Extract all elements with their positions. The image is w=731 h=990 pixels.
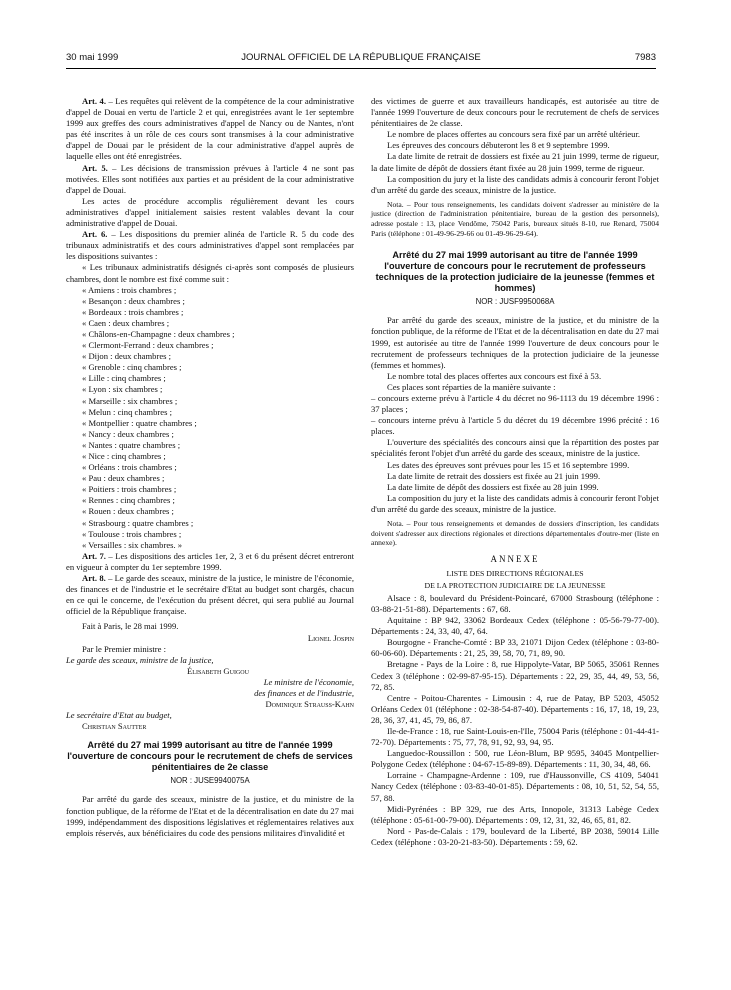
page-header — [66, 52, 656, 69]
article-5-text: – Les décisions de transmission prévues à l'article 4 ne sont pas motivées. Elles sont notifiées aux parties et au président de la cour administrative d'appel de Douai. — [66, 162, 354, 195]
region-list — [371, 593, 659, 848]
arrete-2-paragraph-4: L'ouverture des spécialités des concours ainsi que la répartition des postes par spécialités feront l'objet d'un arrêté du garde des sceaux, ministre de la justice. — [371, 437, 659, 459]
tribunal-item: « Toulouse : trois chambres ; — [82, 528, 182, 539]
tribunal-item: « Lyon : six chambres ; — [82, 384, 163, 395]
budget-title: Le secrétaire d'Etat au budget, — [66, 710, 172, 721]
arrete-1-paragraph-5: La composition du jury et la liste des candidats admis à concourir feront l'objet d'un arrêté du garde des sceaux, ministre de la justice. — [371, 173, 659, 195]
arrete-2-title: Arrêté du 27 mai 1999 autorisant au titre de l'année 1999 l'ouverture de concours pour le recrutement de professeurs techniques de la protection judiciaire de la jeunesse (femmes et hommes) — [375, 250, 655, 294]
list-title-line-1: LISTE DES DIRECTIONS RÉGIONALES — [446, 568, 584, 578]
tribunal-item: « Nancy : deux chambres ; — [82, 428, 174, 439]
garde-sceaux-name: Élisabeth Guigou — [187, 665, 249, 676]
region-item: Bretagne - Pays de la Loire : 8, rue Hippolyte-Vatar, BP 5065, 35061 Rennes Cedex 3 (téléphone : 02-99-87-95-15). Départements : 22, 29, 35, 44, 49, 53, 56, 72, 85. — [371, 659, 659, 692]
tribunal-item: « Rouen : deux chambres ; — [82, 506, 174, 517]
arrete-2-dash-2: – concours interne prévu à l'article 5 du décret du 19 décembre 1996 précité : 16 places. — [371, 415, 659, 437]
tribunal-list — [66, 285, 354, 551]
article-5-label: Art. 5. — [82, 162, 108, 173]
region-item: Ile-de-France : 18, rue Saint-Louis-en-l'Ile, 75004 Paris (téléphone : 01-44-41-72-70). Départements : 75, 77, 78, 91, 92, 93, 94, 95. — [371, 726, 659, 748]
article-8-label: Art. 8. — [82, 573, 106, 584]
garde-sceaux-title: Le garde des sceaux, ministre de la justice, — [66, 654, 214, 665]
tribunal-item: « Nantes : quatre chambres ; — [82, 439, 181, 450]
tribunal-item: « Clermont-Ferrand : deux chambres ; — [82, 340, 214, 351]
pm-signature: Lionel Jospin — [307, 632, 354, 643]
article-7-label: Art. 7. — [82, 550, 106, 561]
arrete-1-continuation: des victimes de guerre et aux travailleurs handicapés, est autorisée au titre de l'année 1999 l'ouverture de deux concours pour le recrutement de chefs de services pénitentiaires de 2e classe. — [371, 96, 659, 129]
arrete-1-paragraph-4: La date limite de retrait de dossiers est fixée au 21 juin 1999, terme de rigueur, la date limite de dépôt de dossiers étant fixée au 28 juin 1999, terme de rigueur. — [371, 151, 659, 173]
arrete-1-paragraph-3: Les épreuves des concours débuteront les 8 et 9 septembre 1999. — [387, 140, 610, 151]
arrete-2-paragraph-8: La composition du jury et la liste des candidats admis à concourir feront l'objet d'un arrêté du garde des sceaux, ministre de la justice. — [371, 492, 659, 514]
economie-title-2: des finances et de l'industrie, — [254, 687, 354, 698]
article-8 — [66, 573, 354, 617]
article-4 — [66, 96, 354, 163]
par-premier-ministre: Par le Premier ministre : — [82, 643, 167, 654]
arrete-2-paragraph-6: La date limite de retrait des dossiers est fixée au 21 juin 1999. — [387, 470, 601, 481]
arrete-2-note: Nota. – Pour tous renseignements et demandes de dossiers d'inscription, les candidats doivent s'adresser aux directions régionales et directions départementales d'outre-mer (liste en annexe). — [371, 519, 659, 548]
arrete-1-note: Nota. – Pour tous renseignements, les candidats doivent s'adresser au ministère de la justice (direction de l'administration pénitentiaire, bureau de la gestion des personnels), adresse postale : 13, place Vendôme, 75042 Paris, bureaux situés 8-10, rue Renard, 75004 Paris (téléphone : 01-49-96-29-66 ou 01-49-96-29-64). — [371, 199, 659, 238]
article-7-text: – Les dispositions des articles 1er, 2, 3 et 6 du présent décret entreront en vigueur à compter du 1er septembre 1999. — [66, 550, 354, 572]
region-item: Aquitaine : BP 942, 33062 Bordeaux Cedex (téléphone : 05-56-79-77-00). Départements : 24, 33, 40, 47, 64. — [371, 615, 659, 637]
signing-place-date: Fait à Paris, le 28 mai 1999. — [82, 621, 179, 632]
tribunal-item: « Dijon : deux chambres ; — [82, 351, 172, 362]
region-item: Bourgogne - Franche-Comté : BP 33, 21071 Dijon Cedex (téléphone : 03-80-60-06-60). Départements : 21, 25, 39, 58, 70, 71, 89, 90. — [371, 637, 659, 659]
region-item: Nord - Pas-de-Calais : 179, boulevard de la Liberté, BP 2038, 59014 Lille Cedex (téléphone : 03-20-21-83-50). Départements : 59, 62. — [371, 825, 659, 847]
arrete-1-nor: NOR : JUSE9940075A — [170, 776, 250, 786]
annexe-heading: ANNEXE — [490, 553, 540, 564]
arrete-2-paragraph-2: Le nombre total des places offertes aux concours est fixé à 53. — [387, 370, 602, 381]
tribunal-item: « Versailles : six chambres. » — [82, 539, 183, 550]
tribunal-item: « Rennes : cinq chambres ; — [82, 495, 175, 506]
region-item: Centre - Poitou-Charentes - Limousin : 4, rue de Patay, BP 5203, 45052 Orléans Cedex 01 (téléphone : 02-38-54-87-40). Départements : 16, 17, 18, 19, 23, 28, 36, 37, 41, 45, 79, 86, 87. — [371, 692, 659, 725]
tribunal-item: « Pau : deux chambres ; — [82, 473, 165, 484]
region-item: Midi-Pyrénées : BP 329, rue des Arts, Innopole, 31313 Labège Cedex (téléphone : 05-61-00-79-00). Départements : 09, 12, 31, 32, 46, 65, 81, 82. — [371, 803, 659, 825]
arrete-2-paragraph-5: Les dates des épreuves sont prévues pour les 15 et 16 septembre 1999. — [387, 459, 630, 470]
publication-date: 30 mai 1999 — [66, 52, 119, 63]
article-6-label: Art. 6. — [82, 229, 108, 240]
tribunal-item: « Lille : cinq chambres ; — [82, 373, 166, 384]
arrete-2-paragraph-1: Par arrêté du garde des sceaux, ministre de la justice, et du ministre de la fonction publique, de la réforme de l'Etat et de la décentralisation en date du 27 mai 1999, est autorisée au titre de l'année 1999 l'ouverture de deux concours pour le recrutement de professeurs techniques de la protection judiciaire de la jeunesse (femmes et hommes). — [371, 315, 659, 370]
region-item: Lorraine - Champagne-Ardenne : 109, rue d'Haussonville, CS 4109, 54041 Nancy Cedex (téléphone : 03-83-40-01-85). Départements : 08, 10, 51, 52, 54, 55, 57, 88. — [371, 770, 659, 803]
article-8-text: – Le garde des sceaux, ministre de la justice, le ministre de l'économie, des finances et de l'industrie et le secrétaire d'Etat au budget sont chargés, chacun en ce qui le concerne, de l'exécution du présent décret, qui sera publié au Journal officiel de la République française. — [66, 573, 355, 617]
article-4-text: – Les requêtes qui relèvent de la compétence de la cour administrative d'appel de Douai en vertu de l'article 2 et qui, enregistrées avant le 1er septembre 1999 aux greffes des cours administratives d'appel de Nancy ou de Nantes, n'ont pas été inscrites à un rôle de ces cours sont transmises à la cour administrative d'appel de Douai par le président de la cour administrative d'appel auprès de laquelle elles ont été enregistrées. — [66, 96, 355, 162]
arrete-1-title: Arrêté du 27 mai 1999 autorisant au titre de l'année 1999 l'ouverture de concours pour le recrutement de chefs de services pénitentiaires de 2e classe — [67, 740, 353, 773]
article-4-label: Art. 4. — [82, 96, 106, 106]
region-item: Alsace : 8, boulevard du Président-Poincaré, 67000 Strasbourg (téléphone : 03-88-21-51-88). Départements : 67, 68. — [371, 592, 659, 614]
list-title-line-2: DE LA PROTECTION JUDICIAIRE DE LA JEUNESSE — [424, 580, 606, 590]
tribunal-item: « Marseille : six chambres ; — [82, 395, 178, 406]
tribunal-item: « Nice : cinq chambres ; — [82, 451, 166, 461]
article-6-text: – Les dispositions du premier alinéa de l'article R. 5 du code des tribunaux administratifs et des cours administratives d'appel sont remplacées par les dispositions suivantes : — [66, 229, 355, 262]
arrete-1-paragraph-2: Le nombre de places offertes au concours sera fixé par un arrêté ultérieur. — [387, 129, 640, 140]
left-column — [66, 96, 354, 839]
tribunal-item: « Poitiers : trois chambres ; — [82, 484, 177, 495]
article-5 — [66, 163, 354, 196]
arrete-2-nor: NOR : JUSF9950068A — [475, 297, 555, 307]
right-column — [371, 96, 659, 848]
tribunal-item: « Besançon : deux chambres ; — [82, 295, 185, 306]
tribunal-item: « Caen : deux chambres ; — [82, 317, 170, 328]
arrete-2-dash-1: – concours externe prévu à l'article 4 du décret no 96-1113 du 19 décembre 1996 : 37 places ; — [371, 392, 659, 415]
tribunal-item: « Châlons-en-Champagne : deux chambres ; — [82, 328, 235, 339]
arrete-2-paragraph-7: La date limite de dépôt des dossiers est fixée au 28 juin 1999. — [387, 481, 599, 492]
region-item: Languedoc-Roussillon : 500, rue Léon-Blum, BP 9595, 34045 Montpellier-Polygone Cedex (téléphone : 04-67-15-89-89). Départements : 11, 30, 34, 48, 66. — [371, 748, 659, 770]
arrete-2-paragraph-3: Ces places sont réparties de la manière suivante : — [387, 381, 556, 392]
arrete-1-paragraph-1: Par arrêté du garde des sceaux, ministre de la justice, et du ministre de la fonction publique, de la réforme de l'Etat et de la décentralisation en date du 27 mai 1999, indépendamment des dispositions législatives et réglementaires relatives aux emplois réservés, aux bénéficiaires du code des pensions militaires d'invalidité et — [66, 794, 354, 838]
tribunal-item: « Strasbourg : quatre chambres ; — [82, 517, 194, 528]
tribunal-item: « Amiens : trois chambres ; — [82, 284, 177, 295]
page-number: 7983 — [634, 52, 656, 63]
economie-name: Dominique Strauss-Kahn — [265, 699, 354, 710]
budget-name: Christian Sautter — [82, 721, 147, 732]
tribunal-item: « Melun : cinq chambres ; — [82, 406, 172, 417]
tribunal-item: « Bordeaux : trois chambres ; — [82, 306, 184, 317]
article-6 — [66, 229, 354, 262]
article-5-paragraph-2: Les actes de procédure accomplis régulièrement devant les cours administratives d'appel initialement saisies restent valables devant la cour administrative d'appel de Douai. — [66, 195, 354, 229]
tribunal-item: « Orléans : trois chambres ; — [82, 462, 177, 473]
economie-title-1: Le ministre de l'économie, — [263, 676, 354, 687]
tribunal-item: « Montpellier : quatre chambres ; — [82, 417, 197, 428]
article-6-quote: « Les tribunaux administratifs désignés ci-après sont composés de plusieurs chambres, dont le nombre est fixé comme suit : — [66, 262, 354, 284]
journal-title: JOURNAL OFFICIEL DE LA RÉPUBLIQUE FRANÇAISE — [241, 52, 481, 63]
article-7 — [66, 551, 354, 573]
tribunal-item: « Grenoble : cinq chambres ; — [82, 362, 182, 373]
